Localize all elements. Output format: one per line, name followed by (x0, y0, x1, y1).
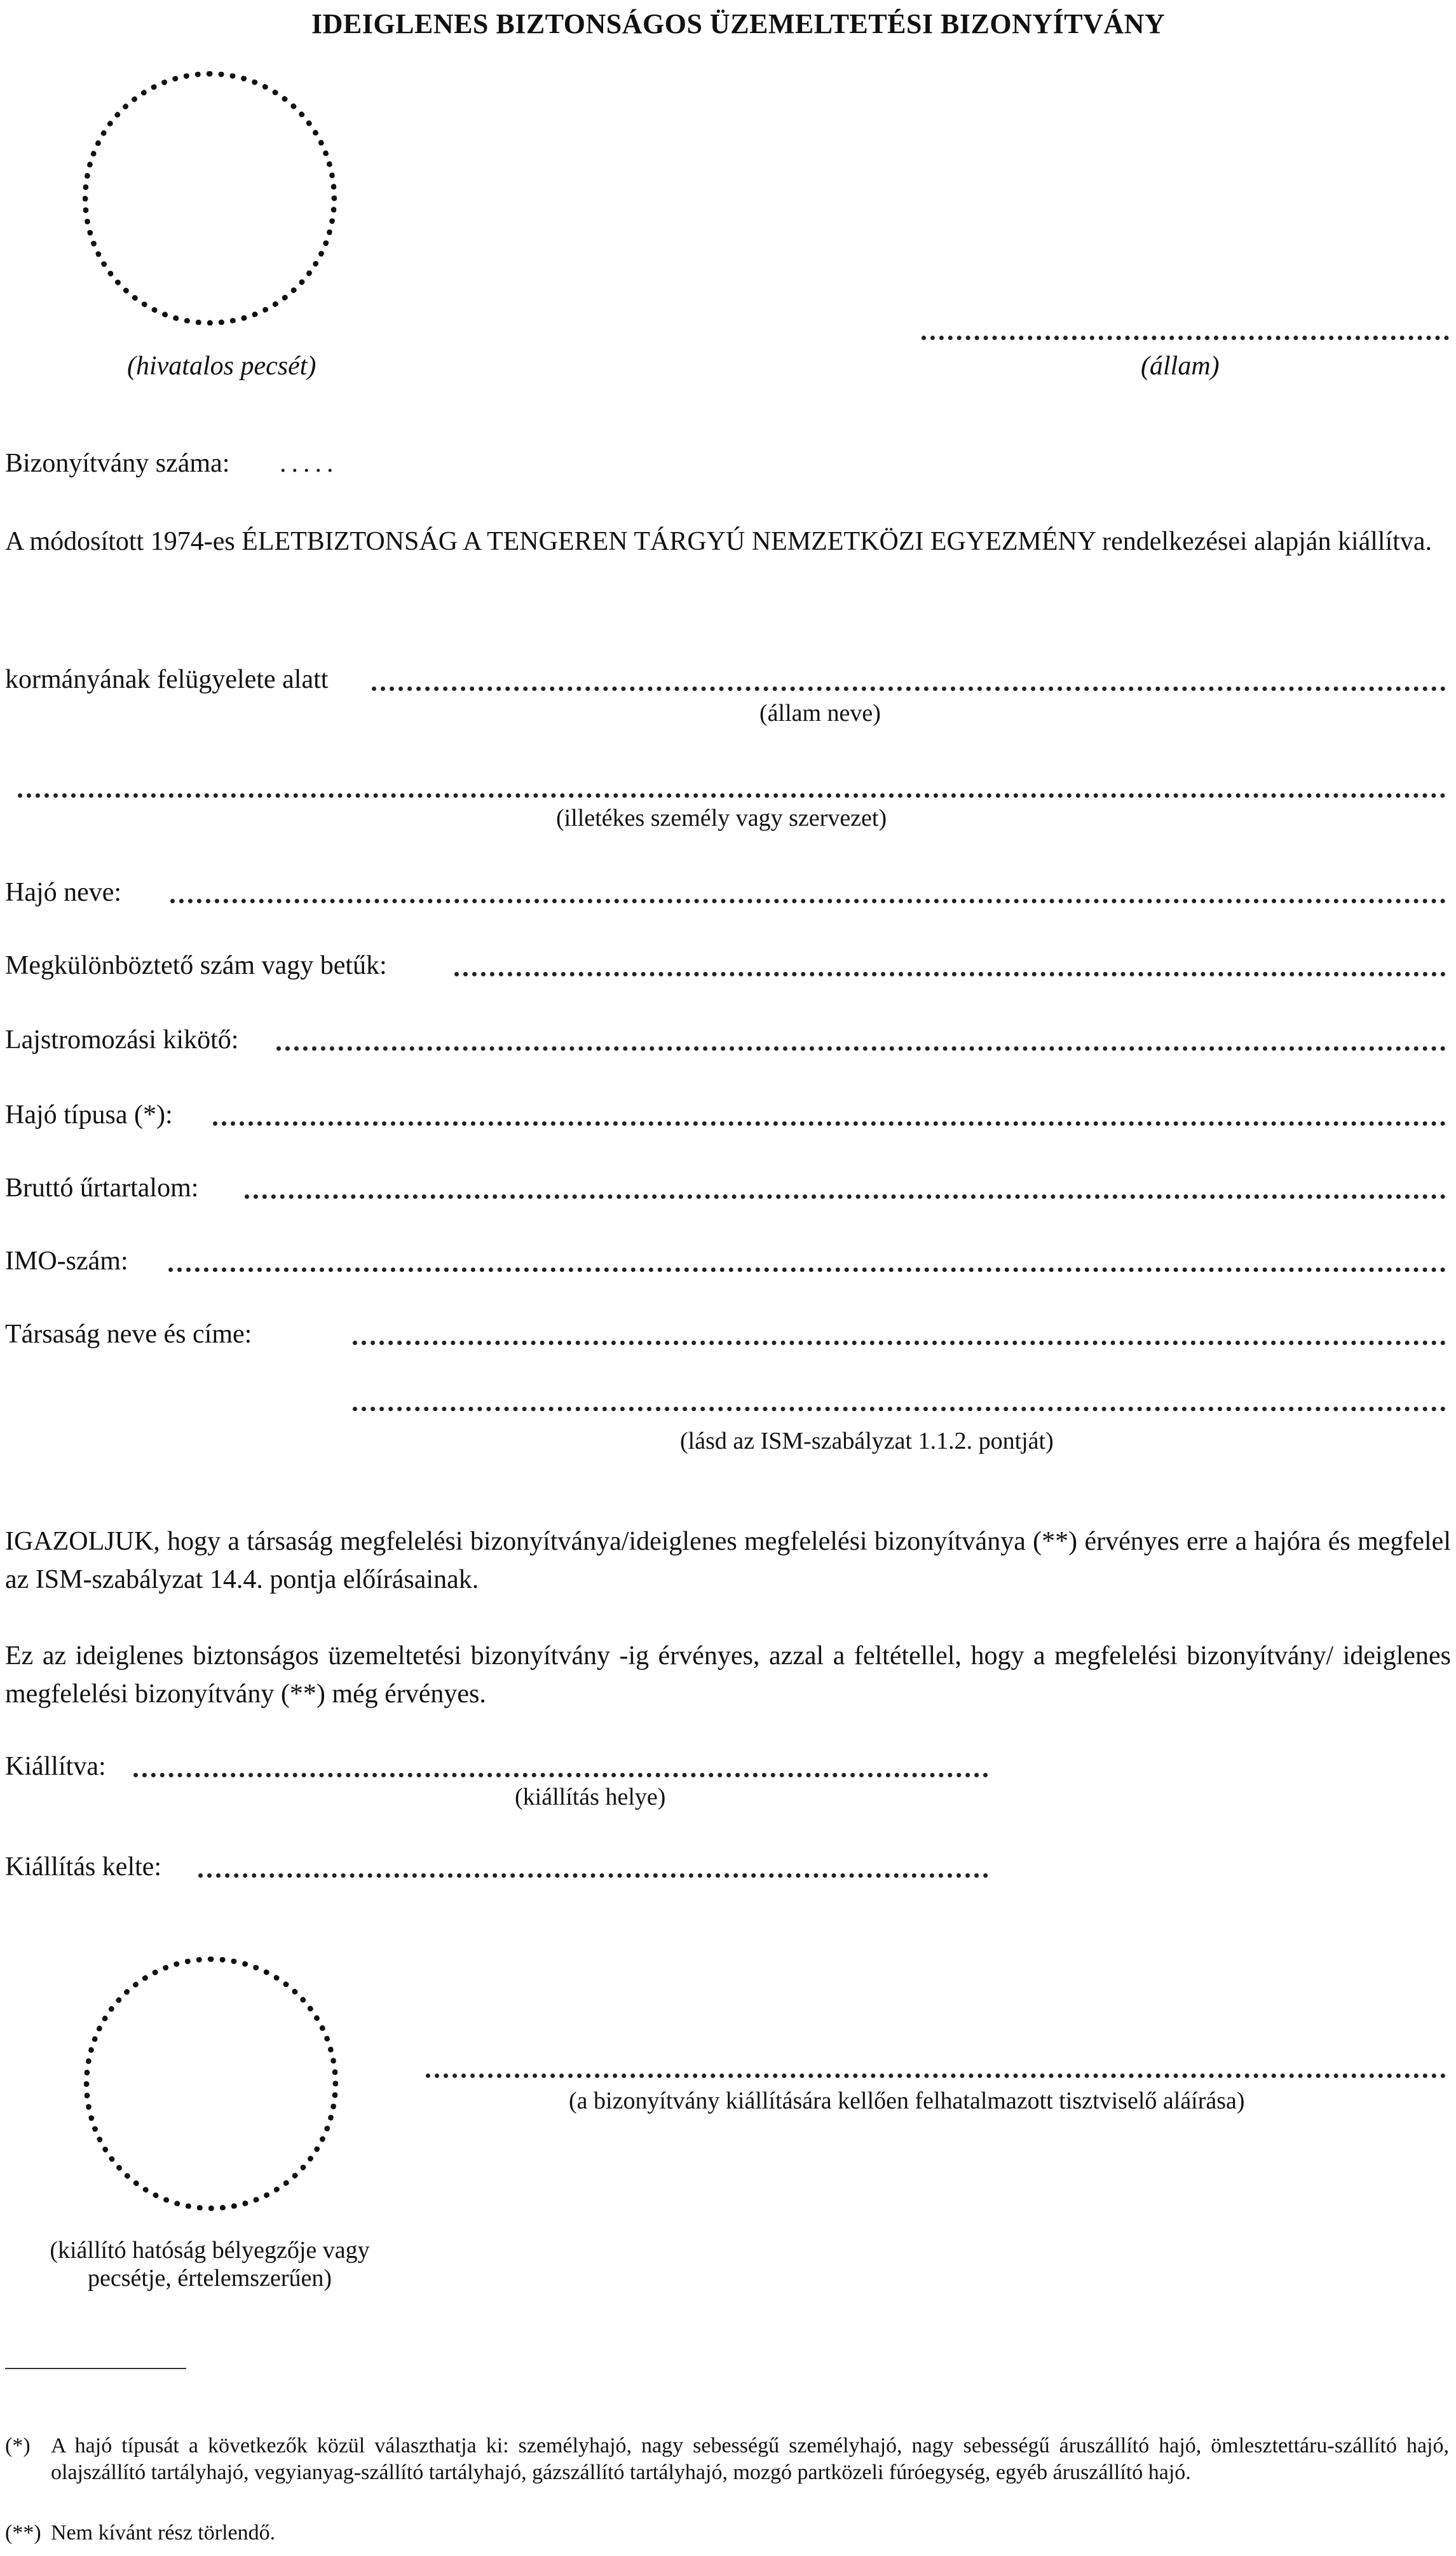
state-line[interactable] (922, 336, 1449, 340)
certificate-number-label: Bizonyítvány száma: (5, 449, 230, 478)
official-seal-circle (83, 71, 337, 325)
issued-at-label: Kiállítva: (5, 1752, 106, 1781)
ship-name-line[interactable] (170, 899, 1446, 903)
seal-caption: (hivatalos pecsét) (127, 352, 316, 381)
signature-caption: (a bizonyítvány kiállítására kellően felhatalmazott tisztviselő aláírása) (569, 2088, 1245, 2114)
issue-date-label: Kiállítás kelte: (5, 1852, 162, 1882)
ism-caption: (lásd az ISM-szabályzat 1.1.2. pontját) (680, 1428, 1054, 1454)
certificate-number-value[interactable]: ..... (280, 449, 339, 478)
footnote-rule (5, 2368, 186, 2369)
authority-caption: (illetékes személy vagy szervezet) (556, 805, 887, 831)
issue-date-line[interactable] (198, 1873, 988, 1878)
signature-line[interactable] (426, 2074, 1446, 2078)
government-label: kormányának felügyelete alatt (5, 665, 329, 694)
company-line-2[interactable] (353, 1407, 1446, 1411)
ship-name-label: Hajó neve: (5, 878, 122, 907)
stamp-caption-line2: pecsétje, értelemszerűen) (88, 2265, 332, 2292)
imo-number-line[interactable] (168, 1268, 1446, 1272)
place-caption: (kiállítás helye) (515, 1784, 666, 1810)
authority-stamp-circle (84, 1957, 338, 2211)
state-name-caption: (állam neve) (759, 700, 881, 727)
imo-number-label: IMO-szám: (5, 1247, 128, 1276)
port-of-registry-label: Lajstromozási kikötő: (5, 1025, 239, 1055)
intro-paragraph: A módosított 1974-es ÉLETBIZTONSÁG A TENGEREN TÁRGYÚ NEMZETKÖZI EGYEZMÉNY rendelkezései alapján kiállítva. (5, 527, 1432, 556)
ship-type-line[interactable] (213, 1121, 1446, 1126)
footnote-1-text: A hajó típusát a következők közül választhatja ki: személyhajó, nagy sebességű személyhajó, nagy sebességű áruszállító hajó, ömlesztettáru-szállító hajó, olajszállító tartályhajó, vegyianyag-szállító tartályhajó, gázszállító tartályhajó, mozgó partközeli fúróegység, egyéb áruszállító hajó. (51, 2434, 1449, 2484)
company-line-1[interactable] (353, 1341, 1446, 1345)
issued-at-line[interactable] (133, 1773, 988, 1777)
distinctive-number-line[interactable] (454, 972, 1446, 976)
authority-line[interactable] (18, 793, 1446, 798)
validity-paragraph: Ez az ideiglenes biztonságos üzemeltetési bizonyítvány -ig érvényes, azzal a feltétellel, hogy a megfelelési bizonyítvány/ ideiglenes megfelelési bizonyítvány (**) még érvényes. (5, 1641, 1451, 1709)
company-name-address-label: Társaság neve és címe: (5, 1320, 252, 1349)
gross-tonnage-line[interactable] (245, 1194, 1446, 1199)
distinctive-number-label: Megkülönböztető szám vagy betűk: (5, 951, 387, 980)
ship-type-label: Hajó típusa (*): (5, 1100, 173, 1130)
footnote-2-mark: (**) (5, 2521, 41, 2545)
stamp-caption-line1: (kiállító hatóság bélyegzője vagy (50, 2237, 370, 2264)
footnote-1-mark: (*) (5, 2434, 31, 2457)
attestation-paragraph: IGAZOLJUK, hogy a társaság megfelelési bizonyítványa/ideiglenes megfelelési bizonyítványa (**) érvényes erre a hajóra és megfelel az ISM-szabályzat 14.4. pontja előírásainak. (5, 1527, 1451, 1594)
gross-tonnage-label: Bruttó űrtartalom: (5, 1173, 199, 1203)
footnote-2-text: Nem kívánt rész törlendő. (51, 2521, 276, 2545)
port-of-registry-line[interactable] (276, 1046, 1446, 1051)
document-title: IDEIGLENES BIZTONSÁGOS ÜZEMELTETÉSI BIZONYÍTVÁNY (311, 8, 1166, 39)
state-caption: (állam) (1141, 352, 1220, 381)
state-name-line[interactable] (372, 687, 1446, 691)
